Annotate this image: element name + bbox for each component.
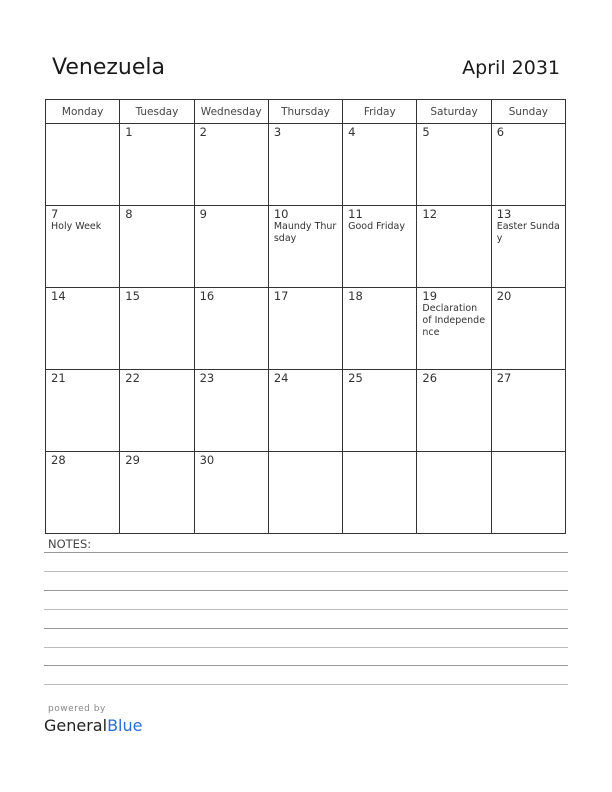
calendar-grid (45, 99, 566, 534)
calendar-day-cell (417, 288, 491, 370)
day-number: 9 (199, 207, 207, 221)
calendar-week-row (46, 452, 566, 534)
calendar-day-cell (343, 206, 417, 288)
note-line (44, 665, 568, 666)
calendar-day-cell (46, 206, 120, 288)
weekday-header: Sunday (491, 100, 565, 124)
calendar-day-cell (417, 370, 491, 452)
day-number: 19 (422, 289, 438, 303)
brand-logo (44, 716, 142, 735)
day-number: 1 (125, 125, 133, 139)
calendar-day-cell (491, 288, 565, 370)
weekday-header-row (46, 100, 566, 124)
note-line (44, 647, 568, 648)
calendar-day-cell (417, 452, 491, 534)
holiday-label: Good Friday (348, 221, 405, 232)
day-number: 24 (273, 371, 289, 385)
calendar-day-cell (194, 370, 268, 452)
brand-name-part1: General (44, 716, 108, 735)
calendar-week-row (46, 206, 566, 288)
note-line (44, 552, 568, 553)
day-number: 5 (422, 125, 430, 139)
note-line (44, 571, 568, 572)
weekday-header: Tuesday (120, 100, 194, 124)
brand-name-part2: Blue (107, 716, 143, 735)
calendar-day-cell (343, 124, 417, 206)
weekday-header: Friday (343, 100, 417, 124)
day-number: 22 (125, 371, 140, 385)
calendar-day-cell (491, 370, 565, 452)
day-number: 30 (199, 453, 215, 467)
country-title: Venezuela (52, 55, 165, 80)
day-number: 29 (125, 453, 140, 467)
day-number: 18 (348, 289, 363, 303)
day-number: 28 (51, 453, 66, 467)
calendar-day-cell (120, 124, 194, 206)
calendar-day-cell (120, 206, 194, 288)
powered-by-text: powered by (48, 704, 106, 714)
calendar-day-cell (343, 288, 417, 370)
holiday-label: Maundy Thursday (273, 221, 337, 244)
calendar-day-cell (268, 370, 342, 452)
day-number: 4 (348, 125, 356, 139)
month-year-title: April 2031 (462, 57, 560, 79)
holiday-label: Holy Week (51, 221, 102, 232)
day-number: 23 (199, 371, 215, 385)
day-number: 15 (125, 289, 140, 303)
notes-label: NOTES: (48, 537, 92, 551)
day-number: 21 (51, 371, 66, 385)
weekday-header: Monday (46, 100, 120, 124)
calendar-week-row (46, 370, 566, 452)
holiday-label: Easter Sunday (496, 221, 560, 244)
calendar-day-cell (491, 452, 565, 534)
calendar-day-cell (120, 288, 194, 370)
note-line (44, 609, 568, 610)
calendar-day-cell (120, 452, 194, 534)
calendar-day-cell (120, 370, 194, 452)
note-line (44, 590, 568, 591)
day-number: 26 (422, 371, 438, 385)
calendar-day-cell (268, 206, 342, 288)
calendar-week-row (46, 288, 566, 370)
day-number: 7 (51, 207, 59, 221)
calendar-day-cell (268, 452, 342, 534)
calendar-week-row (46, 124, 566, 206)
calendar-day-cell (194, 206, 268, 288)
calendar-day-cell (194, 124, 268, 206)
day-number: 2 (199, 125, 207, 139)
day-number: 12 (422, 207, 438, 221)
day-number: 25 (348, 371, 363, 385)
day-number: 17 (273, 289, 289, 303)
calendar-day-cell (46, 452, 120, 534)
day-number: 27 (496, 371, 512, 385)
day-number: 11 (348, 207, 363, 221)
day-number: 10 (273, 207, 289, 221)
day-number: 13 (496, 207, 512, 221)
calendar-day-cell (417, 124, 491, 206)
calendar-day-cell (46, 370, 120, 452)
calendar-day-cell (46, 288, 120, 370)
day-number: 20 (496, 289, 512, 303)
calendar-day-cell (343, 452, 417, 534)
weekday-header: Saturday (417, 100, 491, 124)
day-number: 16 (199, 289, 215, 303)
calendar-day-cell (268, 288, 342, 370)
calendar-day-cell (194, 288, 268, 370)
weekday-header: Thursday (268, 100, 342, 124)
day-number: 14 (51, 289, 66, 303)
day-number: 8 (125, 207, 133, 221)
calendar-day-cell (343, 370, 417, 452)
calendar-day-cell (417, 206, 491, 288)
day-number: 3 (273, 125, 282, 139)
calendar-day-cell (491, 206, 565, 288)
calendar-day-cell (491, 124, 565, 206)
note-line (44, 628, 568, 629)
holiday-label: Declaration of Independence (422, 303, 486, 338)
calendar-day-cell (46, 124, 120, 206)
calendar-day-cell (194, 452, 268, 534)
calendar-day-cell (268, 124, 342, 206)
day-number: 6 (496, 125, 505, 139)
note-line (44, 684, 568, 685)
weekday-header: Wednesday (194, 100, 268, 124)
